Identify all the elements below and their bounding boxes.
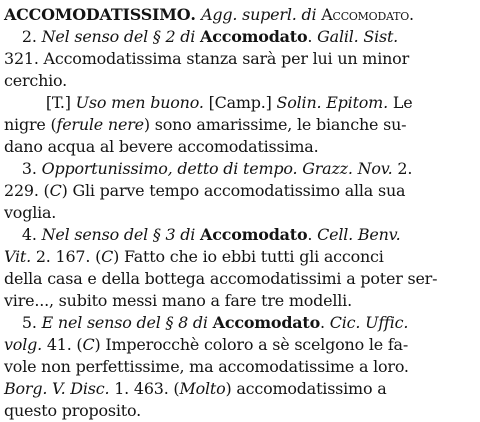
- sense-number: 5.: [21, 313, 42, 332]
- text-run: Agg. superl. di: [201, 5, 322, 24]
- text-run: ) sono amarissime, le bianche su-: [143, 115, 407, 134]
- entry-line: [4, 202, 474, 224]
- text-run: ) Imperocchè coloro a sè scelgono le fa-: [94, 335, 409, 354]
- entry-line: [4, 290, 474, 312]
- entry-line: [4, 26, 474, 48]
- text-run: 321. Accomodatissima stanza sarà per lui un minor: [4, 49, 409, 68]
- text-run: Accomodato: [212, 313, 321, 332]
- text-run: 1. 463. (: [109, 379, 180, 398]
- citation: Galil. Sist.: [317, 27, 399, 46]
- text-run: ) Gli parve tempo accomodatissimo alla sua: [61, 181, 406, 200]
- citation: Borg. V. Disc.: [4, 379, 110, 398]
- entry-line: [4, 268, 474, 290]
- sense-number: 2.: [21, 27, 42, 46]
- text-run: Molto: [179, 379, 226, 398]
- text-run: Accomodato: [200, 225, 308, 244]
- entry-line: [4, 224, 474, 246]
- entry-line: [4, 312, 474, 334]
- text-run: Nel senso del § 2 di: [41, 27, 201, 46]
- text-run: .: [307, 225, 318, 244]
- entry-line: [4, 92, 474, 114]
- text-run: cerchio.: [4, 71, 68, 90]
- entry-line: [4, 70, 474, 92]
- text-run: E nel senso del § 8 di: [41, 313, 213, 332]
- text-run: .: [409, 5, 414, 24]
- headword: ACCOMODATISSIMO: [4, 5, 191, 24]
- text-run: vire..., subito messi mano a fare tre modelli.: [4, 291, 352, 310]
- text-run: 2.: [392, 159, 413, 178]
- citation: Cic. Uffic.: [329, 313, 409, 332]
- text-run: Le: [387, 93, 413, 112]
- text-run: Accomodato: [321, 5, 410, 24]
- text-run: .: [320, 313, 330, 332]
- text-run: C: [49, 181, 62, 200]
- entry-line: [4, 334, 474, 356]
- citation: Solin. Epitom.: [276, 93, 388, 112]
- text-run: ferule nere: [56, 115, 144, 134]
- entry-line: [4, 114, 474, 136]
- text-run: ) Fatto che io ebbi tutti gli acconci: [113, 247, 384, 266]
- sense-number: 4.: [21, 225, 42, 244]
- entry-line: [4, 48, 474, 70]
- text-run: C: [82, 335, 95, 354]
- entry-line: [4, 246, 474, 268]
- entry-line: [4, 4, 474, 26]
- text-run: della casa e della bottega accomodatissimi a poter ser-: [4, 269, 438, 288]
- text-run: voglia.: [4, 203, 57, 222]
- dictionary-entry: [4, 4, 476, 422]
- citation: Vit.: [4, 247, 31, 266]
- text-run: vole non perfettissime, ma accomodatissime a loro.: [4, 357, 409, 376]
- entry-line: [4, 400, 474, 422]
- entry-line: [4, 356, 474, 378]
- text-run: nigre (: [4, 115, 57, 134]
- citation: Cell. Benv.: [317, 225, 401, 244]
- text-run: 41. (: [41, 335, 83, 354]
- entry-line: [4, 136, 474, 158]
- text-run: dano acqua al bevere accomodatissima.: [4, 137, 319, 156]
- text-run: 229. (: [4, 181, 50, 200]
- text-run: Accomodato: [200, 27, 308, 46]
- text-run: .: [190, 5, 202, 24]
- citation: volg.: [4, 335, 42, 354]
- text-run: [T.]: [45, 93, 76, 112]
- entry-line: [4, 378, 474, 400]
- entry-line: [4, 158, 474, 180]
- text-run: Opportunissimo, detto di tempo. Grazz. Nov.: [41, 159, 393, 178]
- text-run: C: [101, 247, 114, 266]
- text-run: .: [307, 27, 318, 46]
- entry-line: [4, 180, 474, 202]
- text-run: Nel senso del § 3 di: [41, 225, 201, 244]
- text-run: ) accomodatissimo a: [225, 379, 387, 398]
- text-run: 2. 167. (: [30, 247, 102, 266]
- text-run: Uso men buono.: [75, 93, 204, 112]
- text-run: [Camp.]: [203, 93, 277, 112]
- sense-number: 3.: [21, 159, 42, 178]
- text-run: questo proposito.: [4, 401, 142, 420]
